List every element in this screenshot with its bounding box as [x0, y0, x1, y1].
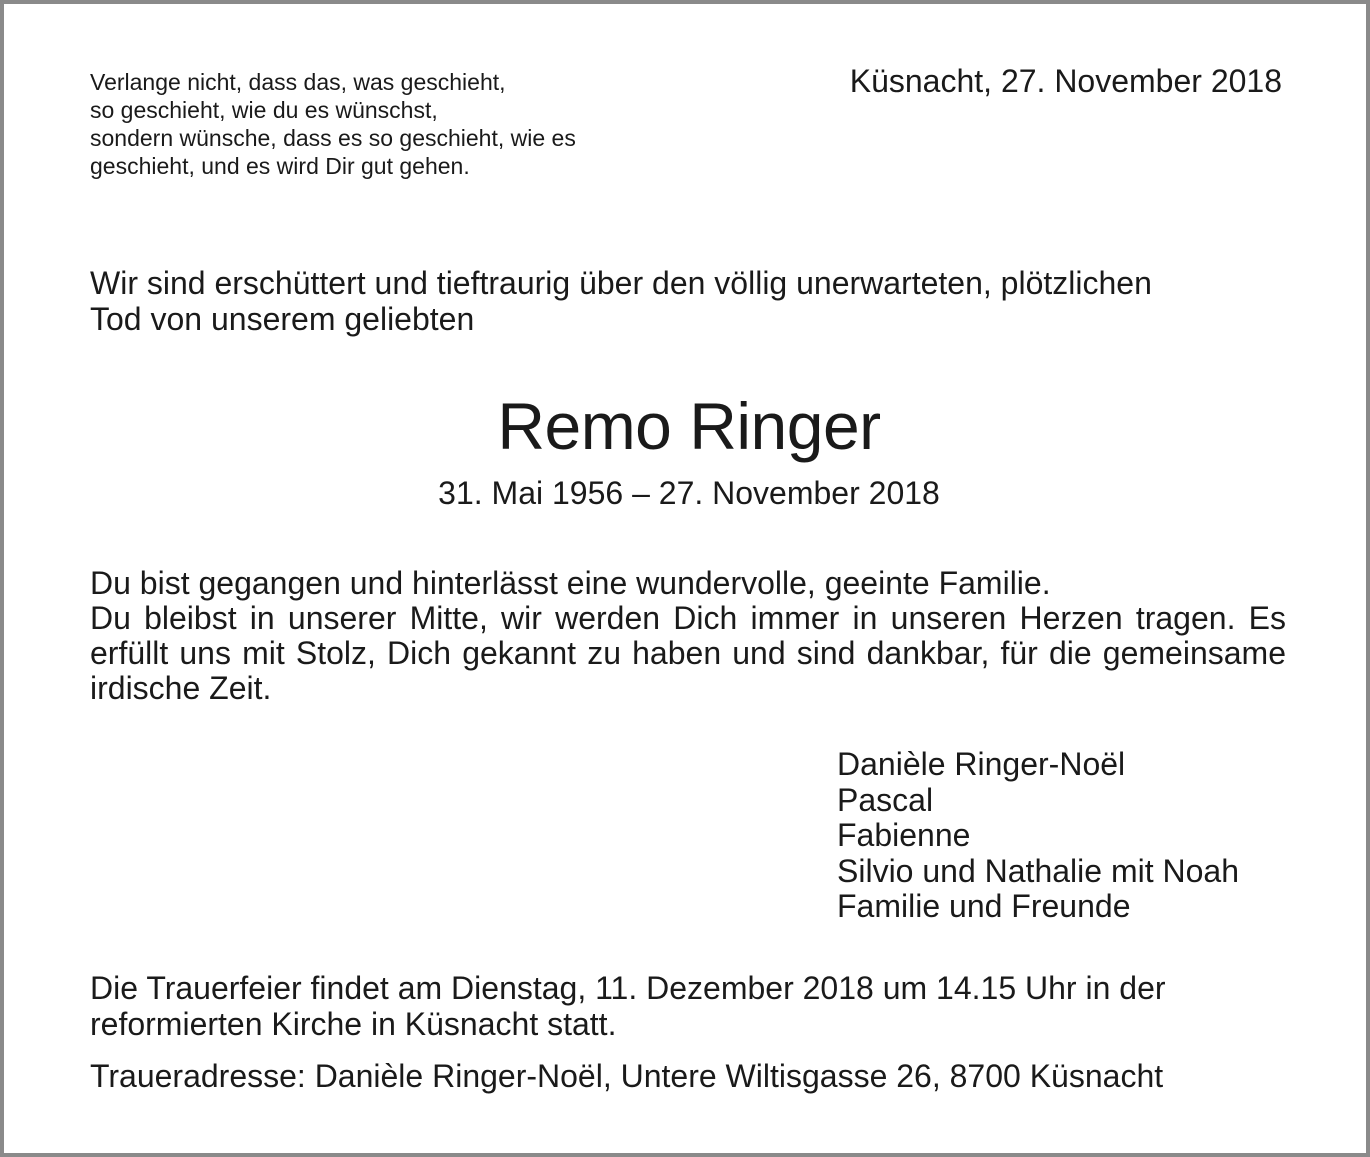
mourning-address: Traueradresse: Danièle Ringer-Noël, Untere Wiltisgasse 26, 8700 Küsnacht	[90, 1058, 1164, 1094]
mourner-name: Pascal	[837, 781, 934, 818]
service-line: reformierten Kirche in Küsnacht statt.	[90, 1006, 617, 1042]
motto-quote	[90, 68, 730, 180]
mourners-list	[837, 747, 1239, 925]
message-first-line: Du bist gegangen und hinterlässt eine wundervolle, geeinte Familie.	[90, 565, 1051, 601]
funeral-service-info	[90, 970, 1286, 1042]
mourner-name: Fabienne	[837, 817, 971, 853]
mourner-name: Danièle Ringer-Noël	[837, 746, 1126, 782]
place-date: Küsnacht, 27. November 2018	[849, 63, 1282, 99]
intro-line: Tod von unserem geliebten	[90, 301, 475, 337]
mourner-name: Familie und Freunde	[837, 888, 1131, 924]
motto-line: geschieht, und es wird Dir gut gehen.	[90, 153, 470, 179]
deceased-name: Remo Ringer	[497, 389, 881, 463]
motto-line: so geschieht, wie du es wünschst,	[90, 97, 438, 123]
intro-text	[90, 265, 1286, 337]
life-dates: 31. Mai 1956 – 27. November 2018	[438, 475, 940, 511]
motto-line: Verlange nicht, dass das, was geschieht,	[90, 69, 506, 95]
service-line: Die Trauerfeier findet am Dienstag, 11. Dezember 2018 um 14.15 Uhr in der	[90, 970, 1166, 1006]
mourner-name: Silvio und Nathalie mit Noah	[837, 852, 1239, 889]
motto-line: sondern wünsche, dass es so geschieht, wie es	[90, 125, 576, 151]
intro-line: Wir sind erschüttert und tieftraurig über den völlig unerwarteten, plötzlichen	[90, 265, 1152, 301]
message-paragraph: Du bleibst in unserer Mitte, wir werden Dich immer in unseren Herzen tragen. Es erfüllt uns mit Stolz, Dich gekannt zu haben und sind dankbar, für die gemeinsame irdische Zeit.	[90, 600, 1286, 706]
farewell-message	[90, 566, 1286, 706]
